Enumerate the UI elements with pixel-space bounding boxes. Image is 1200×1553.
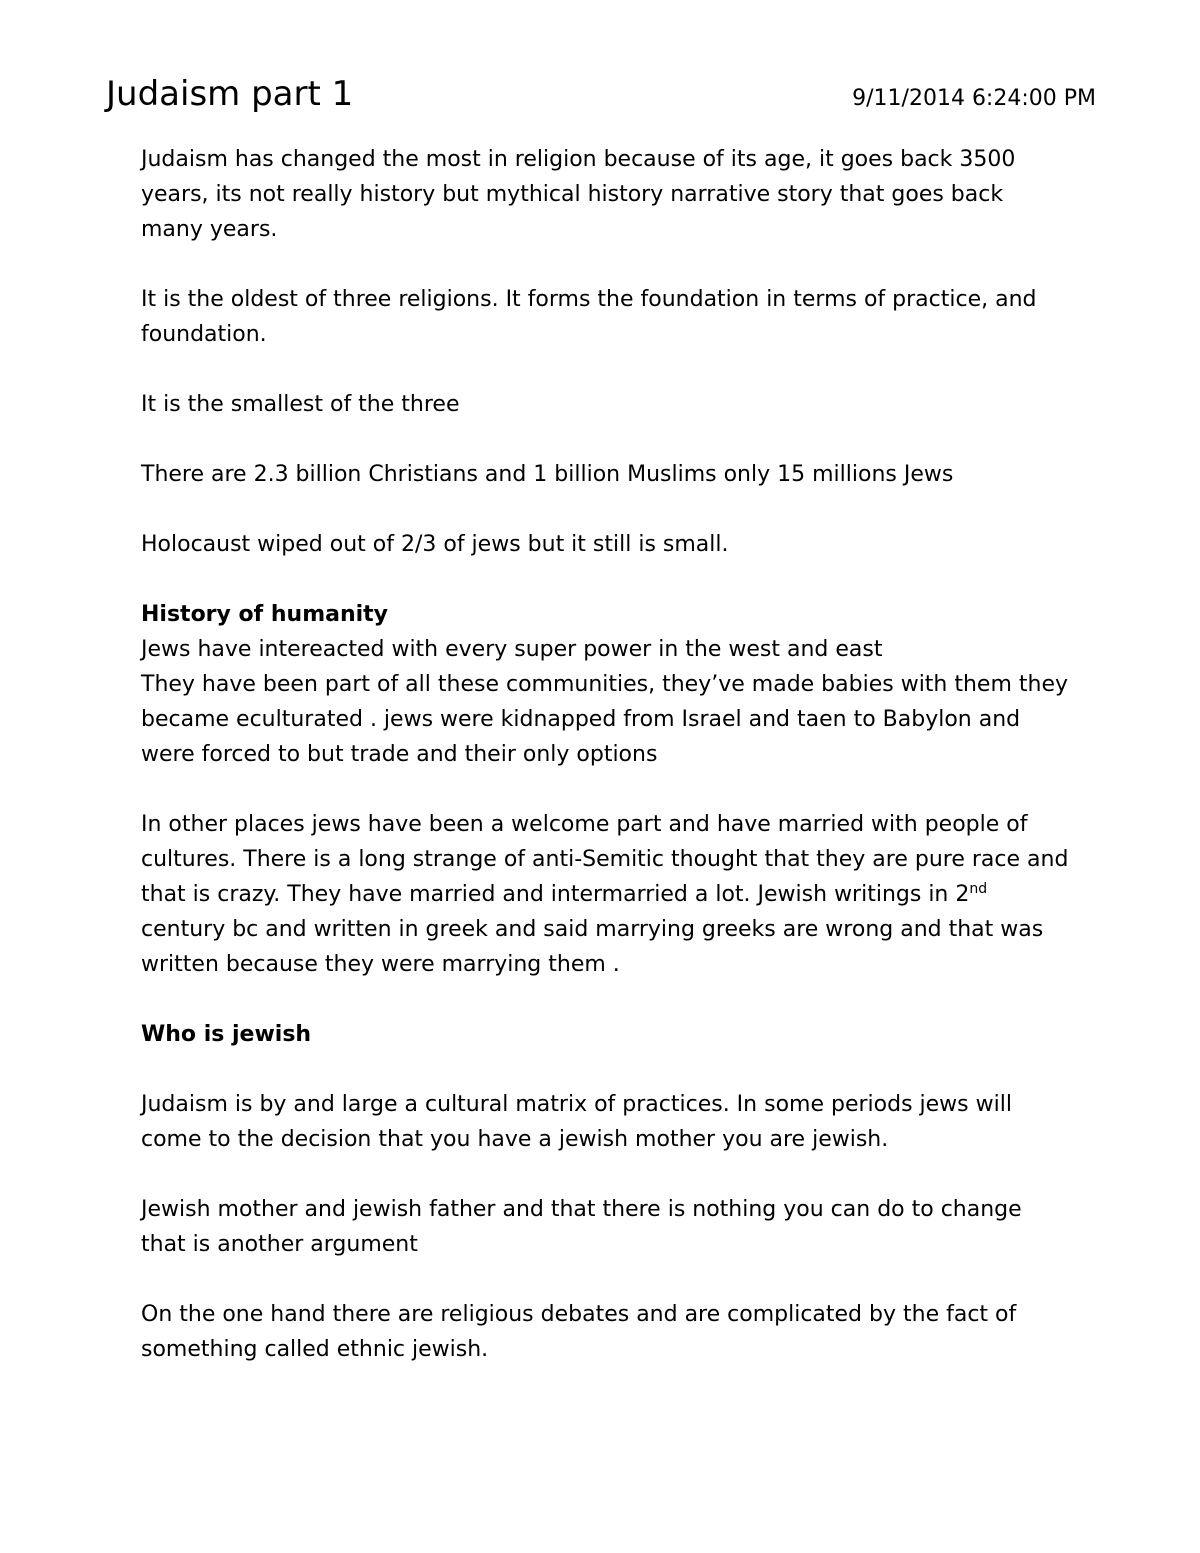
history-line-communities: They have been part of all these communities, they’ve made babies with them they became eculturated . jews were kidnapped from Israel and taen to Babylon and were forced to but trade and their only options [141,672,1069,767]
intermarriage-text-start: In other places jews have been a welcome part and have married with people of cultures. There is a long strange of anti-Semitic thought that they are pure race and that is crazy. They have married and intermarried a lot. Jewish writings in 2 [141,812,1069,907]
document-timestamp: 9/11/2014 6:24:00 PM [852,86,1096,111]
paragraph-holocaust: Holocaust wiped out of 2/3 of jews but it still is small. [141,532,729,557]
intermarriage-text-end: century bc and written in greek and said marrying greeks are wrong and that was written because they were marrying them . [141,917,1044,977]
section-heading-who-is-jewish: Who is jewish [141,1022,312,1047]
ordinal-superscript: nd [969,881,988,897]
paragraph-smallest: It is the smallest of the three [141,392,460,417]
paragraph-oldest: It is the oldest of three religions. It forms the foundation in terms of practice, and foundation. [141,287,1037,347]
paragraph-intermarriage [141,807,1071,982]
page-header [106,72,1096,120]
paragraph-ethnic-jewish: On the one hand there are religious debates and are complicated by the fact of something called ethnic jewish. [141,1302,1017,1362]
paragraph-parents: Jewish mother and jewish father and that there is nothing you can do to change that is another argument [141,1197,1022,1257]
history-line-superpowers: Jews have intereacted with every super power in the west and east [141,637,883,662]
paragraph-population: There are 2.3 billion Christians and 1 billion Muslims only 15 millions Jews [141,462,954,487]
document-title: Judaism part 1 [106,74,354,114]
document-body [141,142,1071,1402]
paragraph-cultural-matrix: Judaism is by and large a cultural matrix of practices. In some periods jews will come to the decision that you have a jewish mother you are jewish. [141,1092,1012,1152]
section-heading-history: History of humanity [141,602,389,627]
paragraph-age: Judaism has changed the most in religion because of its age, it goes back 3500 years, its not really history but mythical history narrative story that goes back many years. [141,147,1016,242]
paragraph-history [141,632,1071,772]
